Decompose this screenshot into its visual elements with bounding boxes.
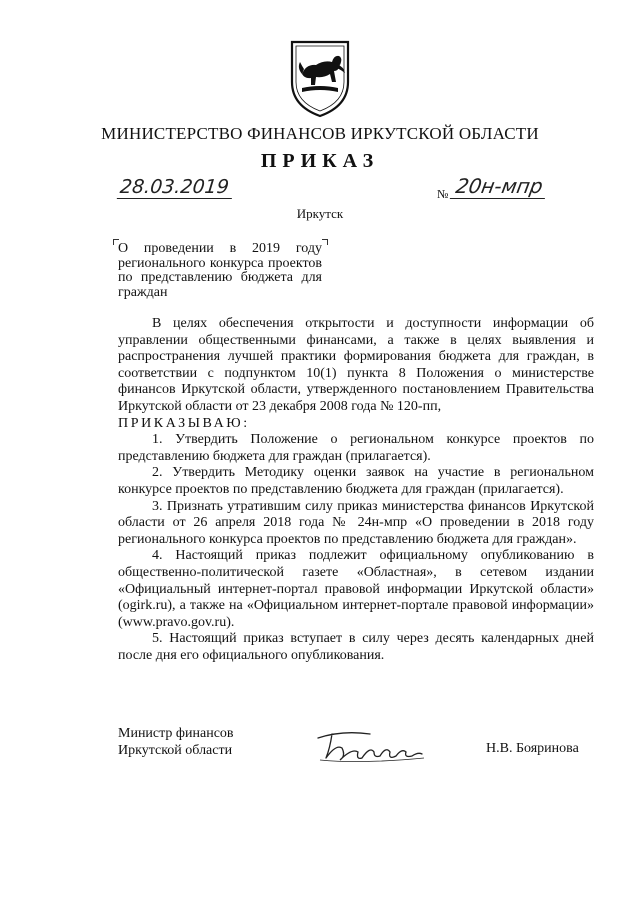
city-name: Иркутск [296,206,344,221]
signatory-name: Н.В. Бояринова [486,741,579,756]
order-number-label: № [437,187,449,201]
order-title: ПРИКАЗ [260,150,380,172]
order-number: 20н-мпр [450,174,549,199]
order-item-3: 3. Признать утратившим силу приказ министерства финансов Иркутской области от 26 апреля 2018 года № 24н-мпр «О проведении в 2018 году регионального конкурса проектов по представлению бюджета для граждан». [118,498,594,547]
ministry-name: МИНИСТЕРСТВО ФИНАНСОВ ИРКУТСКОЙ ОБЛАСТИ [101,124,539,143]
preamble-paragraph: В целях обеспечения открытости и доступности информации об управлении общественными финансами, а также в целях выявления и распространения лучшей практики формирования бюджета для граждан, в соответствии с подпунктом 10(1) пункта 8 Положения о министерстве финансов Иркутской области, утвержденного постановлением Правительства Иркутской области от 23 декабря 2008 года № 120-пп, [118,316,594,414]
signatory-position-line2: Иркутской области [118,743,233,758]
order-subject: О проведении в 2019 году регионального конкурса проектов по представлению бюджета для граждан [118,241,322,300]
order-item-2: 2. Утвердить Методику оценки заявок на участие в региональном конкурсе проектов по представлению бюджета для граждан (прилагается). [118,465,594,497]
signatory-position-line1: Министр финансов [118,726,234,741]
subject-corner-right [322,239,328,245]
coat-of-arms-icon [288,38,352,120]
order-item-5: 5. Настоящий приказ вступает в силу через десять календарных дней после дня его официального опубликования. [118,631,594,663]
decree-word: ПРИКАЗЫВАЮ: [118,415,250,431]
order-date: 28.03.2019 [117,176,234,199]
order-item-1: 1. Утвердить Положение о региональном конкурсе проектов по представлению бюджета для граждан (прилагается). [118,432,594,464]
order-body [118,316,594,664]
handwritten-signature-icon [312,718,432,768]
signatory-position [118,725,234,759]
order-item-4: 4. Настоящий приказ подлежит официальному опубликованию в общественно-политической газете «Областная», в сетевом издании «Официальный интернет-портал правовой информации Иркутской области» (ogirk.ru), а также на «Официальном интернет-портале правовой информации» (www.pravo.gov.ru). [118,548,594,630]
